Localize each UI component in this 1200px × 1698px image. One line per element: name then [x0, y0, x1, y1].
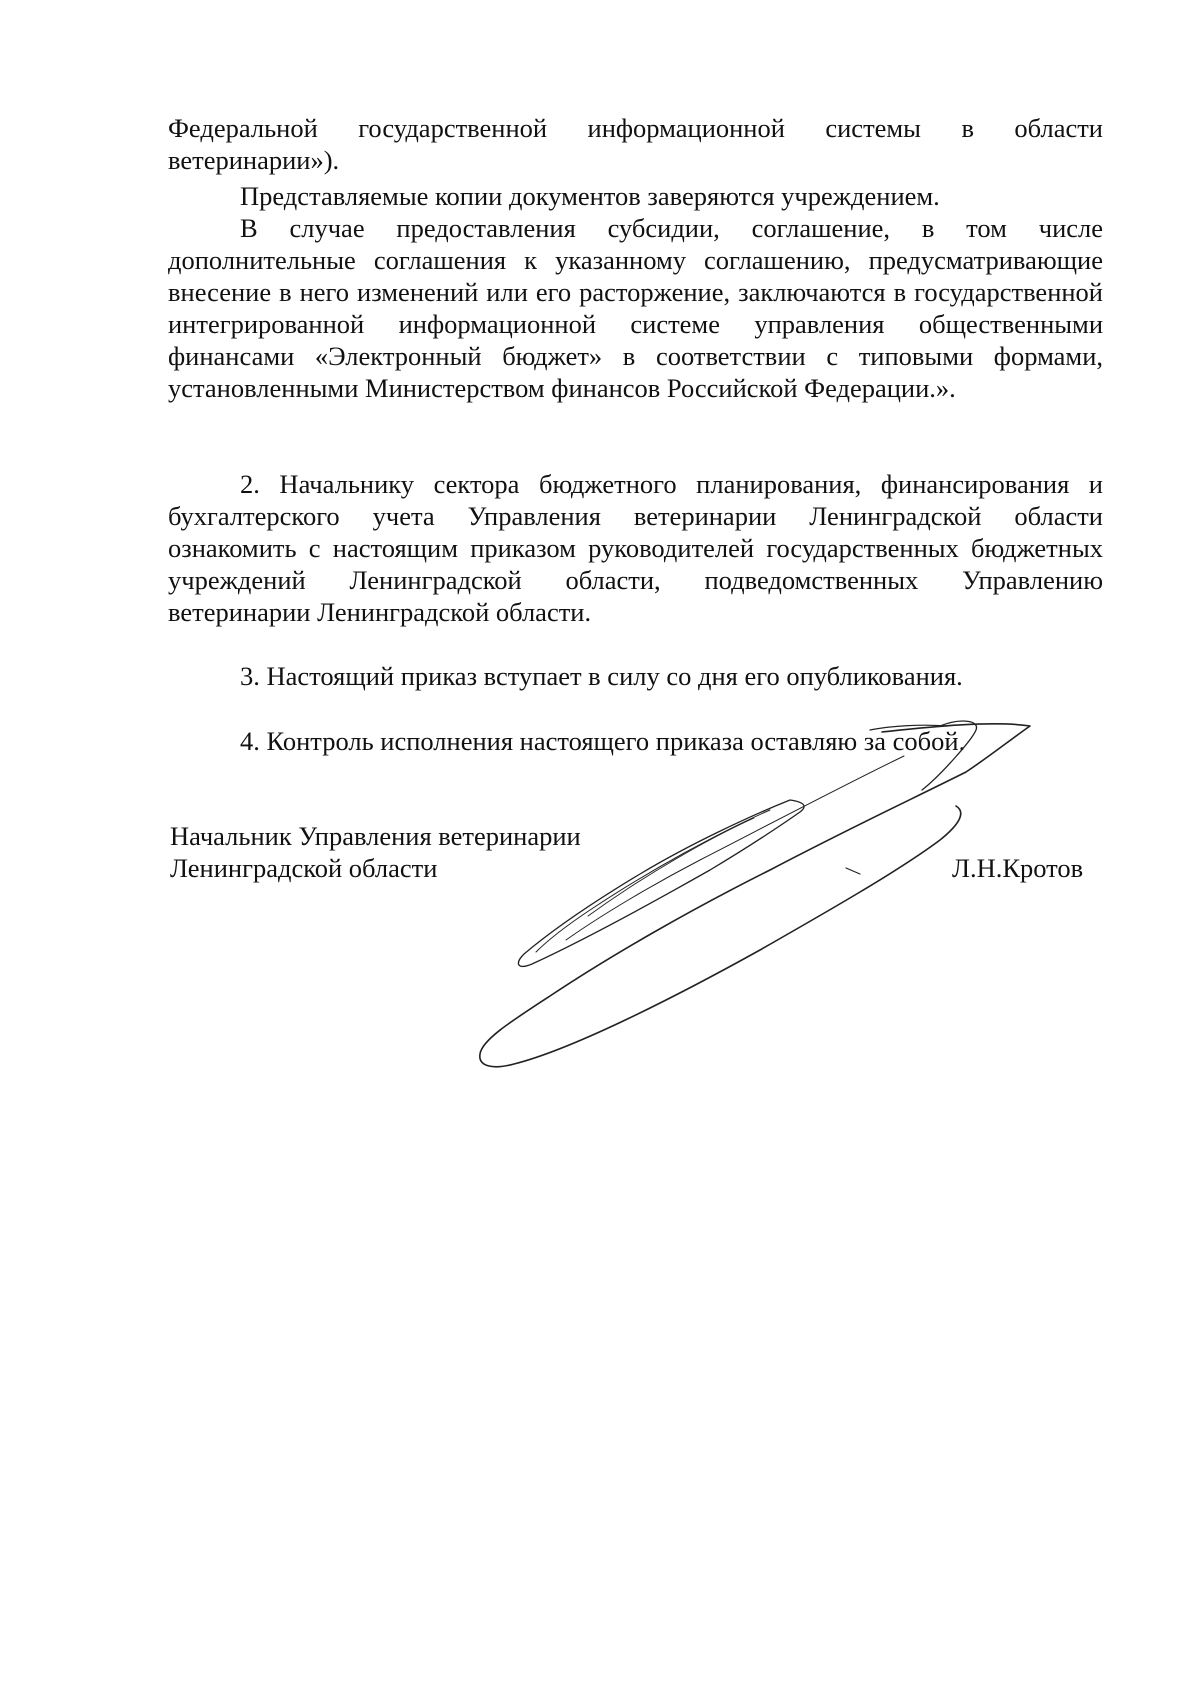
paragraph-subsidy-agreement: В случае предоставления субсидии, соглашение, в том числе дополнительные соглашения к указанному соглашению, предусматривающие внесение в него изменений или его расторжение, заключаются в государственной интегрированной информационной системе управления общественными финансами «Электронный бюджет» в соответствии с типовыми формами, установленными Министерством финансов Российской Федерации.».: [168, 213, 1103, 403]
signatory-title-line-2: Ленинградской области: [170, 853, 438, 883]
paragraph-copies-certified: Представляемые копии документов заверяются учреждением.: [240, 181, 940, 211]
paragraph-item-3: 3. Настоящий приказ вступает в силу со дня его опубликования.: [240, 661, 963, 691]
handwritten-signature: [470, 720, 1050, 1090]
paragraph-item-4: 4. Контроль исполнения настоящего приказа оставляю за собой.: [240, 726, 966, 756]
signatory-name: Л.Н.Кротов: [952, 853, 1084, 883]
paragraph-continuation: Федеральной государственной информационной системы в области ветеринарии»).: [168, 113, 1103, 175]
paragraph-item-2: 2. Начальнику сектора бюджетного планирования, финансирования и бухгалтерского учета Управления ветеринарии Ленинградской области ознакомить с настоящим приказом руководителей государственных бюджетных учреждений Ленинградской области, подведомственных Управлению ветеринарии Ленинградской области.: [168, 469, 1103, 627]
signatory-title-line-1: Начальник Управления ветеринарии: [170, 821, 581, 851]
